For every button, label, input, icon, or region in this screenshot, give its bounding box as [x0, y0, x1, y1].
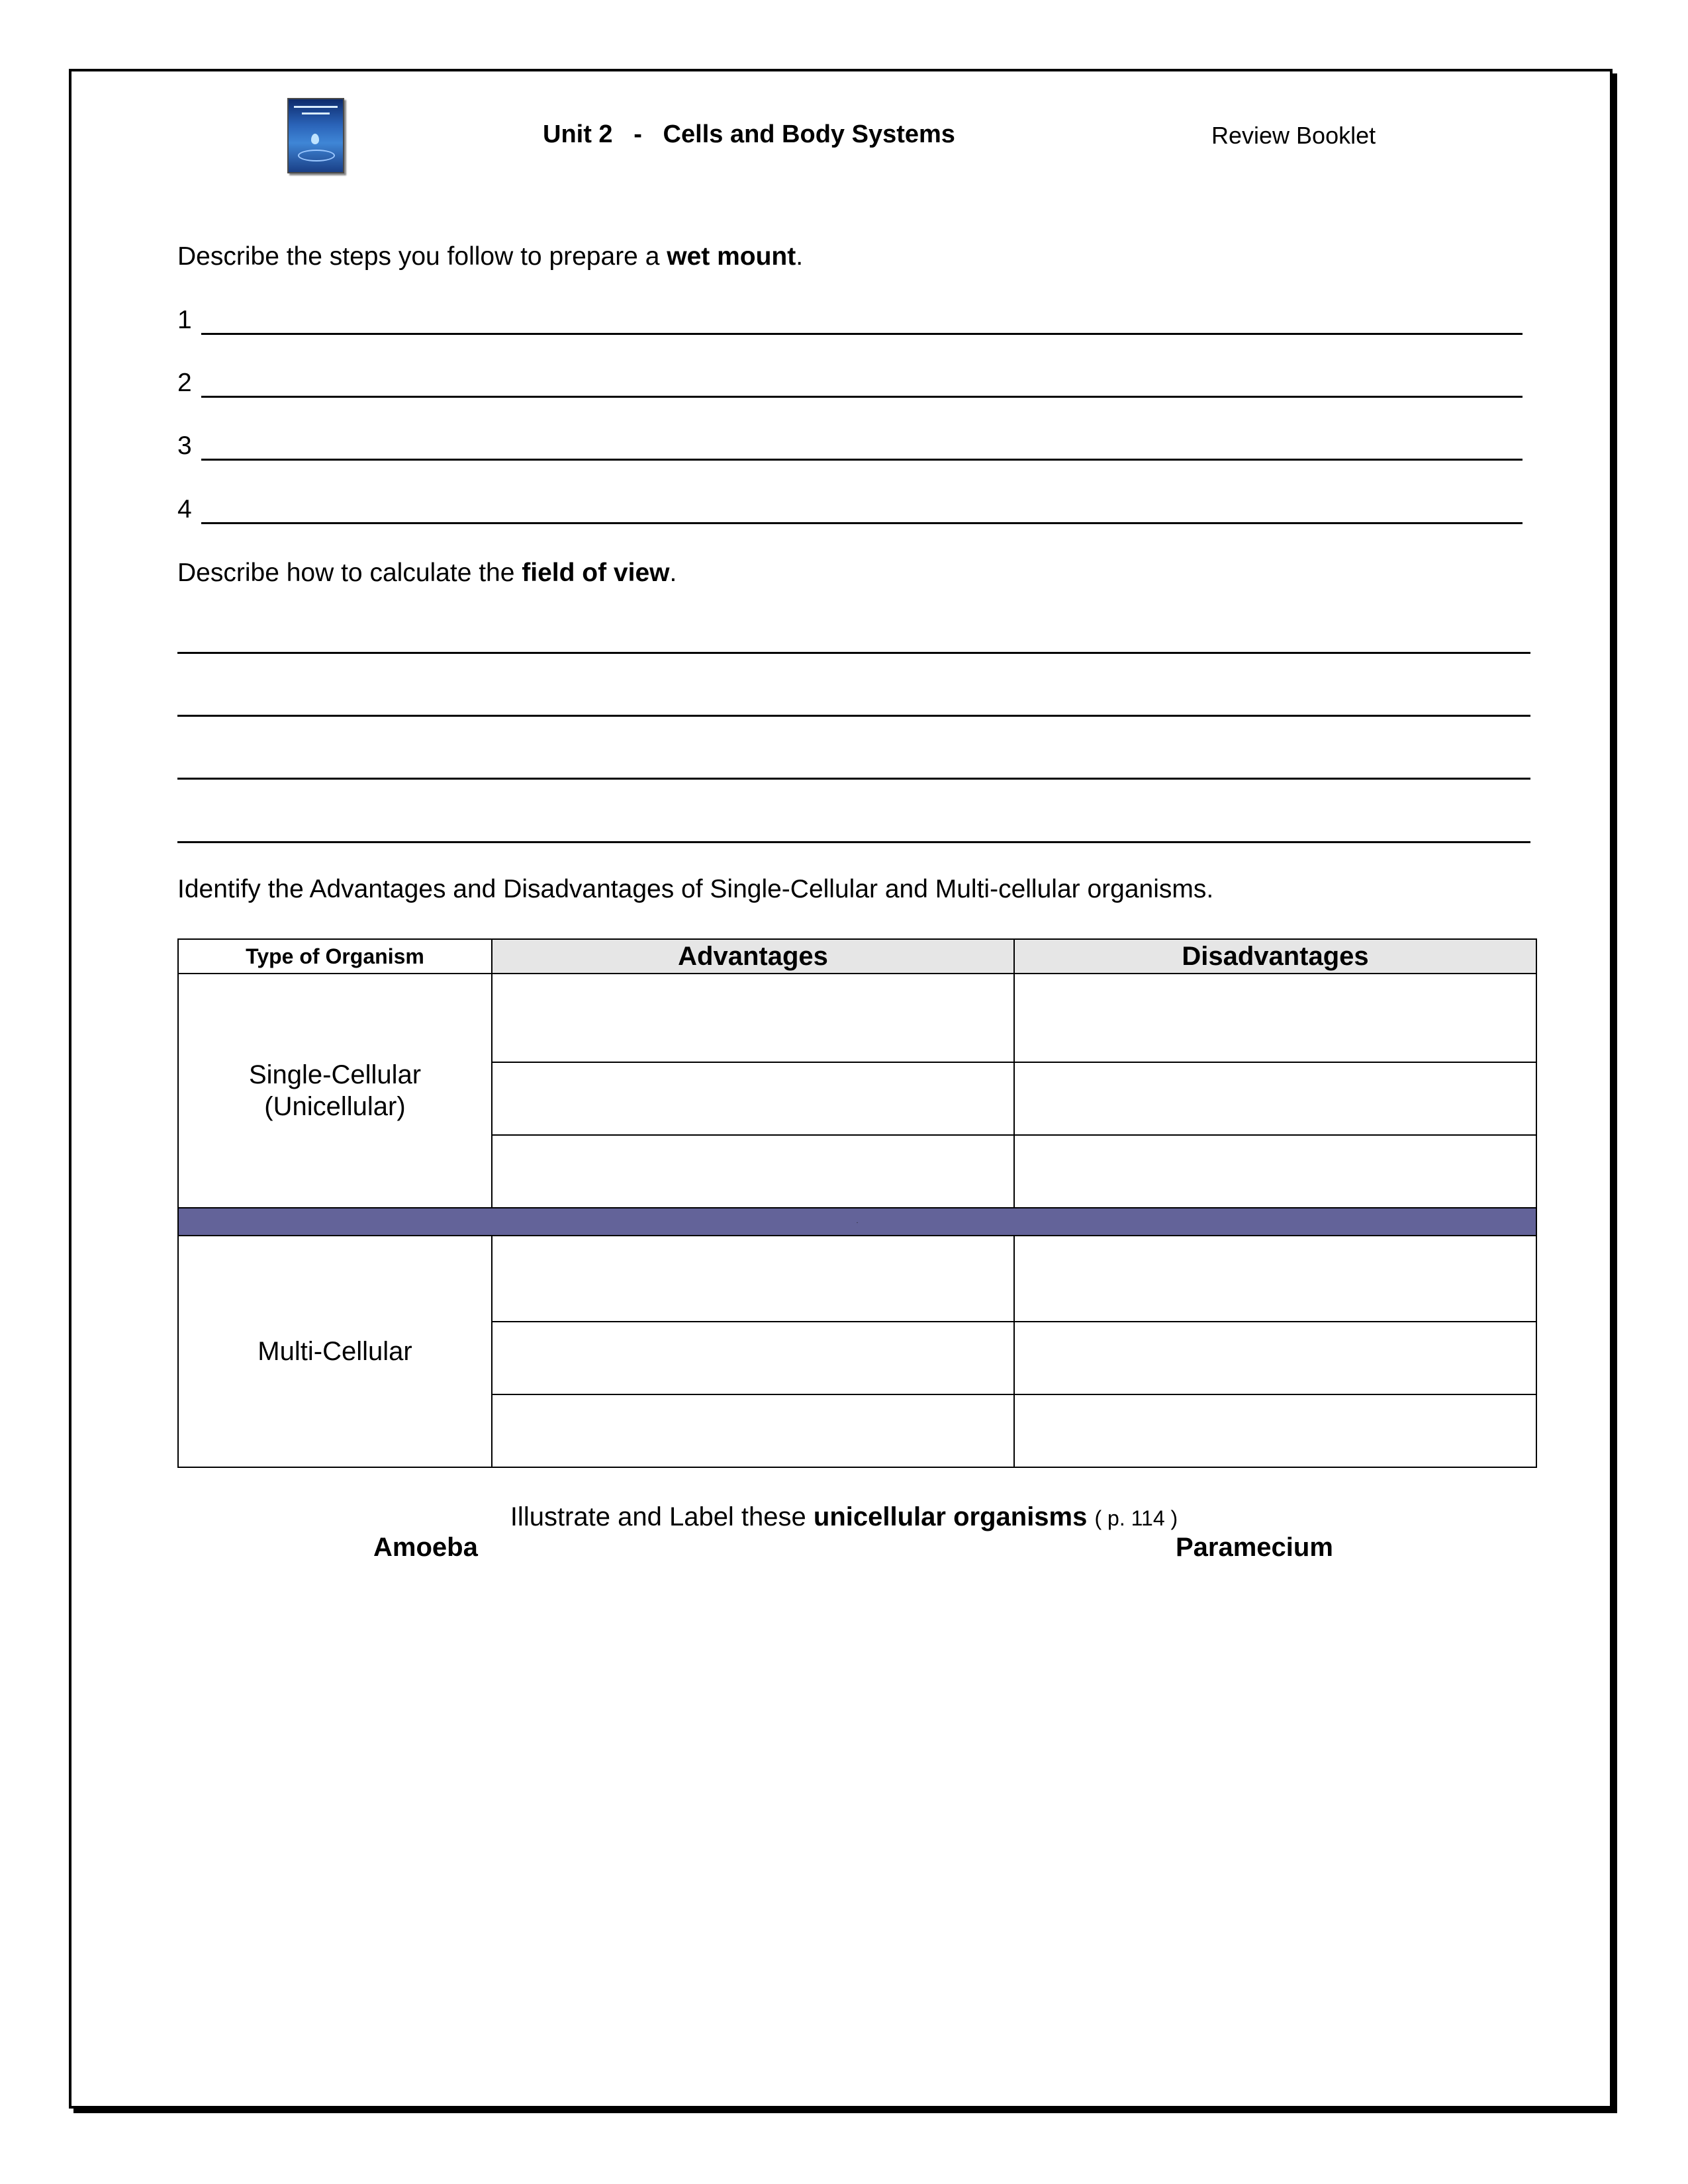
answer-line-4[interactable] [177, 491, 1523, 524]
disadvantage-answer-cell[interactable] [1014, 1236, 1536, 1322]
answer-rule [201, 369, 1523, 398]
water-drop-icon [311, 134, 319, 144]
logo-title-bar [294, 106, 338, 108]
page-title: Unit 2 - Cells and Body Systems [543, 120, 955, 148]
answer-rule [201, 306, 1523, 335]
fov-answer-line-4[interactable] [177, 841, 1530, 843]
separator-bar: . [178, 1208, 1536, 1236]
advantage-answer-cell[interactable] [492, 1236, 1014, 1322]
advantage-answer-cell[interactable] [492, 1062, 1014, 1135]
header-type-of-organism: Type of Organism [178, 939, 492, 974]
booklet-label: Review Booklet [1211, 122, 1376, 149]
multi-cellular-cell: Multi-Cellular [178, 1236, 492, 1467]
advantages-table [177, 938, 1537, 1468]
table-row [178, 974, 1536, 1062]
answer-rule [201, 496, 1523, 524]
advantage-answer-cell[interactable] [492, 1322, 1014, 1394]
answer-line-3[interactable] [177, 428, 1523, 461]
book-cover-icon [287, 98, 344, 173]
disadvantage-answer-cell[interactable] [1014, 1135, 1536, 1208]
step-number: 2 [177, 369, 192, 397]
table-row [178, 1236, 1536, 1322]
ripple-icon [298, 150, 335, 161]
field-of-view-question: Describe how to calculate the field of view. [177, 559, 677, 587]
disadvantage-answer-cell[interactable] [1014, 1322, 1536, 1394]
fov-answer-line-1[interactable] [177, 652, 1530, 654]
organisms-question: Identify the Advantages and Disadvantages of Single-Cellular and Multi-cellular organisms. [177, 875, 1214, 903]
amoeba-drawing-area[interactable] [177, 1575, 813, 2038]
disadvantage-answer-cell[interactable] [1014, 974, 1536, 1062]
step-number: 1 [177, 306, 192, 334]
fov-answer-line-2[interactable] [177, 715, 1530, 717]
paramecium-drawing-area[interactable] [874, 1575, 1529, 2038]
logo-subtitle-bar [302, 113, 330, 114]
paramecium-label: Paramecium [1176, 1533, 1333, 1562]
single-cellular-cell: Single-Cellular (Unicellular) [178, 974, 492, 1208]
advantage-answer-cell[interactable] [492, 974, 1014, 1062]
disadvantage-answer-cell[interactable] [1014, 1394, 1536, 1467]
table-header-row [178, 939, 1536, 974]
header-disadvantages: Disadvantages [1014, 939, 1536, 974]
answer-line-2[interactable] [177, 365, 1523, 398]
header-advantages: Advantages [492, 939, 1014, 974]
amoeba-label: Amoeba [373, 1533, 478, 1562]
advantage-answer-cell[interactable] [492, 1135, 1014, 1208]
table-separator-row [178, 1208, 1536, 1236]
step-number: 3 [177, 432, 192, 460]
illustrate-instruction: Illustrate and Label these unicellular organisms ( p. 114 ) [510, 1502, 1178, 1531]
step-number: 4 [177, 495, 192, 523]
wet-mount-question: Describe the steps you follow to prepare a wet mount. [177, 242, 804, 271]
disadvantage-answer-cell[interactable] [1014, 1062, 1536, 1135]
fov-answer-line-3[interactable] [177, 778, 1530, 780]
answer-line-1[interactable] [177, 302, 1523, 335]
answer-rule [201, 432, 1523, 461]
advantage-answer-cell[interactable] [492, 1394, 1014, 1467]
